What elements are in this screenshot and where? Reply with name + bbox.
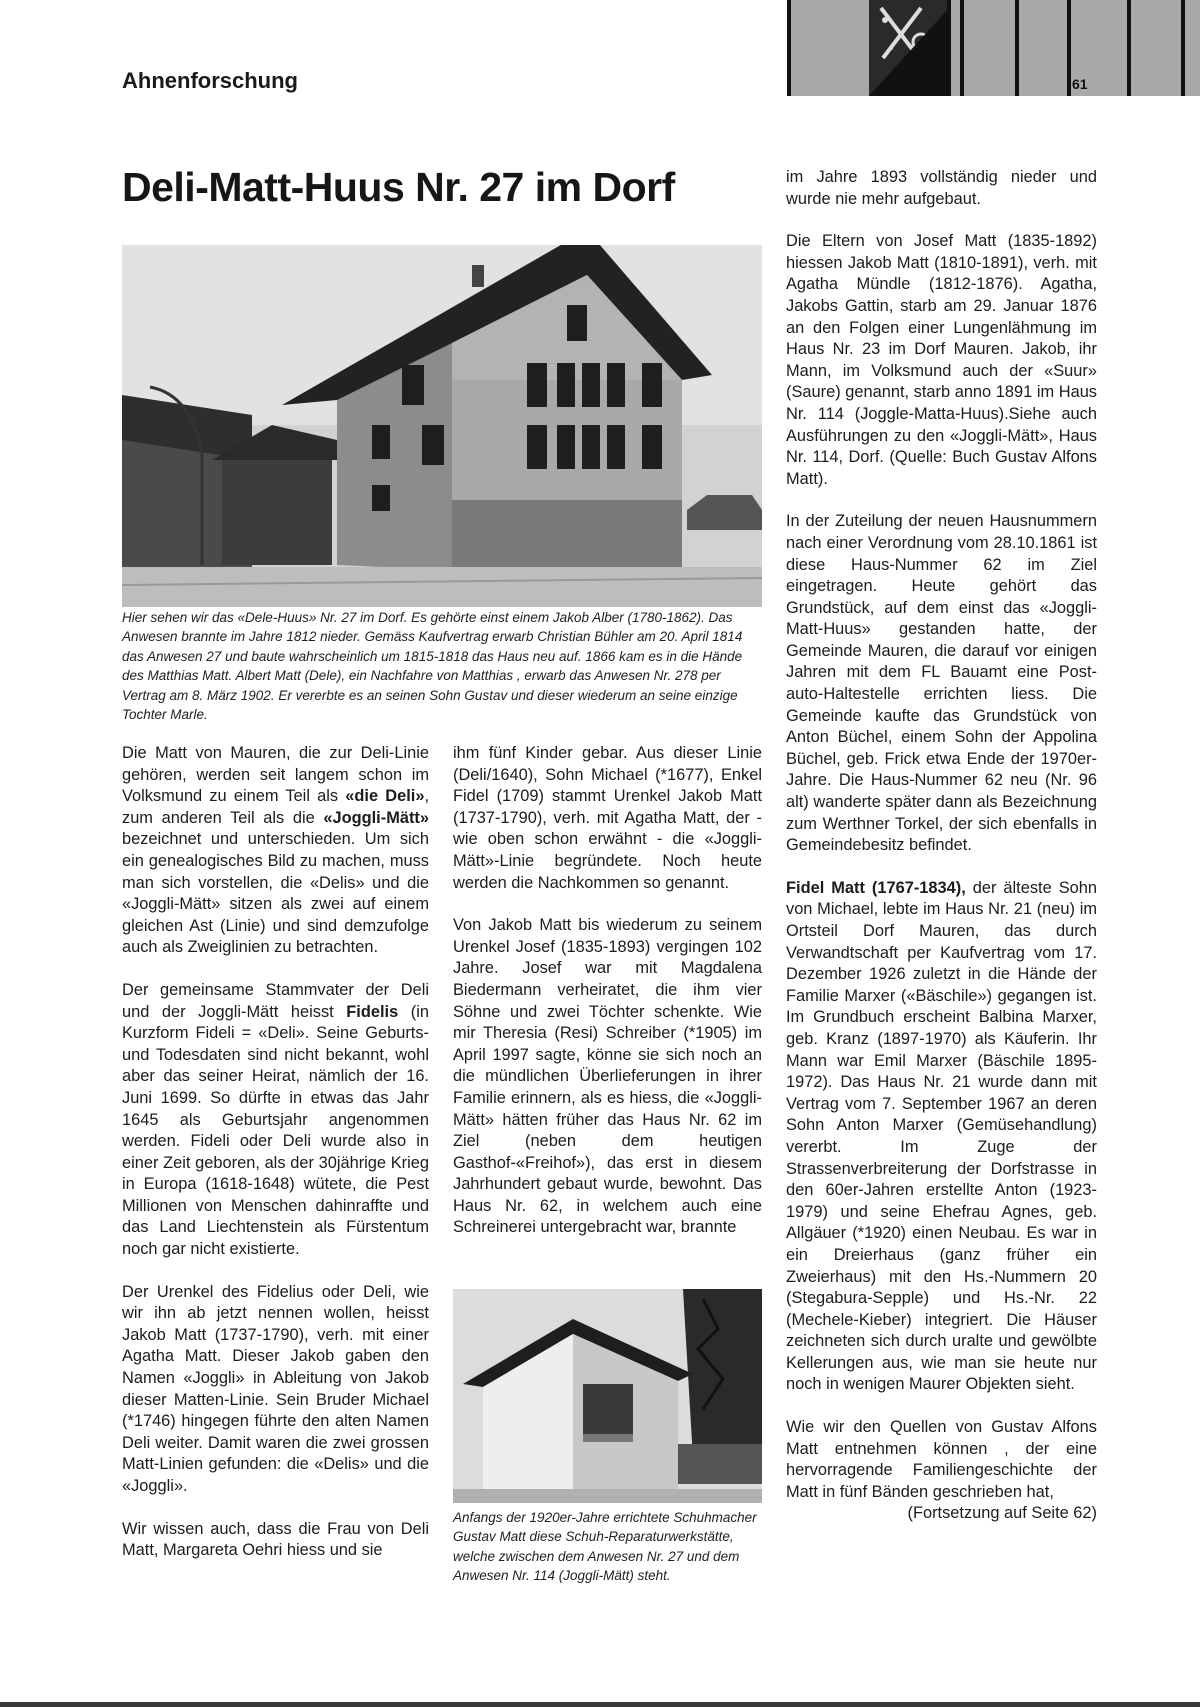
photo1-caption: Hier sehen wir das «Dele-Huus» Nr. 27 im Dorf. Es gehörte einst einem Jakob Alber (1780-1862). Das Anwesen brannte im Jahre 1812 nieder. Gemäss Kaufvertrag erwarb Christian Bühler am 20. April 1814 das Anwesen 27 und baute wahrscheinlich um 1815-1818 das Haus neu auf. 1866 kam es in die Hände des Matthias Matt. Albert Matt (Dele), ein Nachfahre von Matthias , erwarb das Anwesen Nr. 278 per Vertrag am 8. März 1902. Er vererbte es an seinen Sohn Gustav und dieser wiederum an seine einzige Tochter Marle. (122, 610, 743, 723)
header-graphic (787, 0, 1200, 96)
col3-paragraph-3: In der Zuteilung der neuen Hausnummern nach einer Verordnung vom 28.10.1861 ist diese Haus-Nummer 62 im Ziel eingetragen. Heute gehört das Grundstück, auf dem einst das «Joggli-Matt-Huus» gestanden hatte, der Gemeinde Mauren, die darauf vor einigen Jahren mit dem FL Bauamt eine Post-auto-Haltestelle errichten liess. Die Gemeinde kaufte das Grundstück von Anton Büchel, einem Sohn der Appolina Büchel, geb. Frick etwa Ende der 1970er-Jahre. Die Haus-Nummer 62 neu (Nr. 96 alt) wanderte später dann als Bezeichnung zum Werthner Torkel, der sich ebenfalls in Gemeindebesitz befindet. (786, 512, 1097, 855)
col1-paragraph-4: Wir wissen auch, dass die Frau von Deli Matt, Margareta Oehri hiess und sie (122, 1519, 429, 1560)
column-2 (453, 743, 762, 1260)
emblem-icon (869, 0, 949, 96)
col2-paragraph-1: ihm fünf Kinder gebar. Aus dieser Linie (Deli/1640), Sohn Michael (*1677), Enkel Fidel (1709) stammt Urenkel Jakob Matt (1737-1790), verh. mit Agatha Matt, der - wie oben schon erwähnt - die «Joggli-Mätt»-Linie begründete. Noch heute werden die Nachkommen so genannt. (453, 744, 762, 892)
col2-paragraph-2: Von Jakob Matt bis wiederum zu seinem Urenkel Josef (1835-1893) vergingen 102 Jahre. Josef war mit Magdalena Biedermann verheiratet, die ihm vier Söhne und zwei Töchter schenkte. Wie mir Theresia (Resi) Schreiber (*1905) im April 1997 sagte, könne sie sich noch an die mündlichen Überlieferungen in ihrer Familie erinnern, als es hiess, die «Joggli-Mätt» hätten früher das Haus Nr. 62 im Ziel (neben dem heutigen Gasthof-«Freihof»), das erst in diesem Jahrhundert gebaut wurde, bewohnt. Das Haus Nr. 62, in welchem auch eine Schreinerei untergebracht war, brannte (453, 916, 762, 1237)
col3-paragraph-4: Fidel Matt (1767-1834), der älteste Sohn von Michael, lebte im Haus Nr. 21 (neu) im Ortsteil Dorf Mauren, das durch Verwandtschaft per Kaufvertrag vom 17. Dezember 1926 zuletzt in die Hände der Familie Marxer («Bäschile») gegangen ist. Im Grundbuch erscheint Balbina Marxer, geb. Kranz (1897-1970) als Käuferin. Ihr Mann war Emil Marxer (Bäschile 1895-1972). Das Haus Nr. 21 wurde dann mit Vertrag vom 7. September 1967 an deren Sohn Anton Marxer (Gemüsehandlung) vererbt. Im Zuge der Strassenverbreiterung der Dorfstrasse in den 60er-Jahren erstellte Anton (1923-1979) und seine Ehefrau Agnes, geb. Allgäuer (*1920) einen Neubau. Es war in ein Dreierhaus (ganz früher ein Zweierhaus) mit den Hs.-Nummern 20 (Stegabura-Sepple) und Hs.-Nr. 22 (Mechele-Kieber) integriert. Die Häuser zeichneten sich durch uralte und gewölbte Kellerungen aus, wie man sie heute nur noch in wenigen Maurer Objekten sieht. (786, 878, 1097, 1394)
section-title: Ahnenforschung (122, 68, 298, 93)
bottom-rule (0, 1702, 1200, 1707)
col1-paragraph-1: Die Matt von Mauren, die zur Deli-Linie gehören, werden seit langem schon im Volksmund zu einem Teil als «die Deli», zum anderen Teil als die «Joggli-Mätt» bezeichnet und unterschieden. Um sich ein genealogisches Bild zu machen, muss man sich vorstellen, die «Delis» und die «Joggli-Mätt» sitzen als zwei auf einem gleichen Ast (Linie) und sind demzufolge auch als Zweiglinien zu betrachten. (122, 744, 429, 957)
col3-paragraph-5: Wie wir den Quellen von Gustav Alfons Matt entnehmen können , der eine hervorragende Familiengeschichte der Matt in fünf Bänden geschrieben hat, (786, 1418, 1097, 1501)
column-3 (786, 167, 1097, 1525)
photo2-caption: Anfangs der 1920er-Jahre errichtete Schuhmacher Gustav Matt diese Schuh-Reparaturwerkstätte, welche zwischen dem Anwesen Nr. 27 und dem Anwesen Nr. 114 (Joggli-Mätt) steht. (453, 1510, 757, 1584)
col3-paragraph-1: im Jahre 1893 vollständig nieder und wurde nie mehr aufgebaut. (786, 168, 1097, 208)
article-title: Deli-Matt-Huus Nr. 27 im Dorf (122, 164, 675, 210)
col1-paragraph-3: Der Urenkel des Fidelius oder Deli, wie wir ihn ab jetzt nennen wollen, heisst Jakob Matt (1737-1790), verh. mit einer Agatha Matt. Dieser Jakob gaben den Namen «Joggli» in Ableitung von Jakob dieser Matten-Linie. Sein Bruder Michael (*1746) hingegen führte den alten Namen Deli weiter. Damit waren die zwei grossen Matt-Linien gefunden: die «Delis» und die «Joggli». (122, 1282, 429, 1495)
workshop-photo (453, 1289, 762, 1503)
house-photo (122, 245, 762, 607)
col1-paragraph-2: Der gemeinsame Stammvater der Deli und der Joggli-Mätt heisst Fidelis (in Kurzform Fideli = «Deli». Seine Geburts- und Todesdaten sind nicht bekannt, wohl aber das seiner Heirat, nämlich der 16. Juni 1699. So dürfte in etwas das Jahr 1645 als Geburtsjahr angenommen werden. Fideli oder Deli wurde also in einer Zeit geboren, als der 30jährige Krieg in Europa (1618-1648) wütete, die Pest Millionen von Menschen dahinraffte und das Land Liechtenstein als Fürstentum noch gar nicht existierte. (122, 980, 429, 1259)
continuation-note: (Fortsetzung auf Seite 62) (907, 1504, 1097, 1523)
page-number: 61 (1072, 76, 1088, 92)
col3-paragraph-2: Die Eltern von Josef Matt (1835-1892) hiessen Jakob Matt (1810-1891), verh. mit Agatha Mündle (1812-1876). Agatha, Jakobs Gattin, starb am 29. Januar 1876 an den Folgen einer Lungenlähmung im Haus Nr. 23 im Dorf Mauren. Jakob, ihr Mann, im Volksmund auch der «Suur» (Saure) genannt, starb anno 1891 im Haus Nr. 114 (Joggle-Matta-Huus).Siehe auch Ausführungen zu den «Joggli-Mätt», Haus Nr. 114, Dorf. (Quelle: Buch Gustav Alfons Matt). (786, 232, 1097, 488)
column-1 (122, 743, 429, 1583)
